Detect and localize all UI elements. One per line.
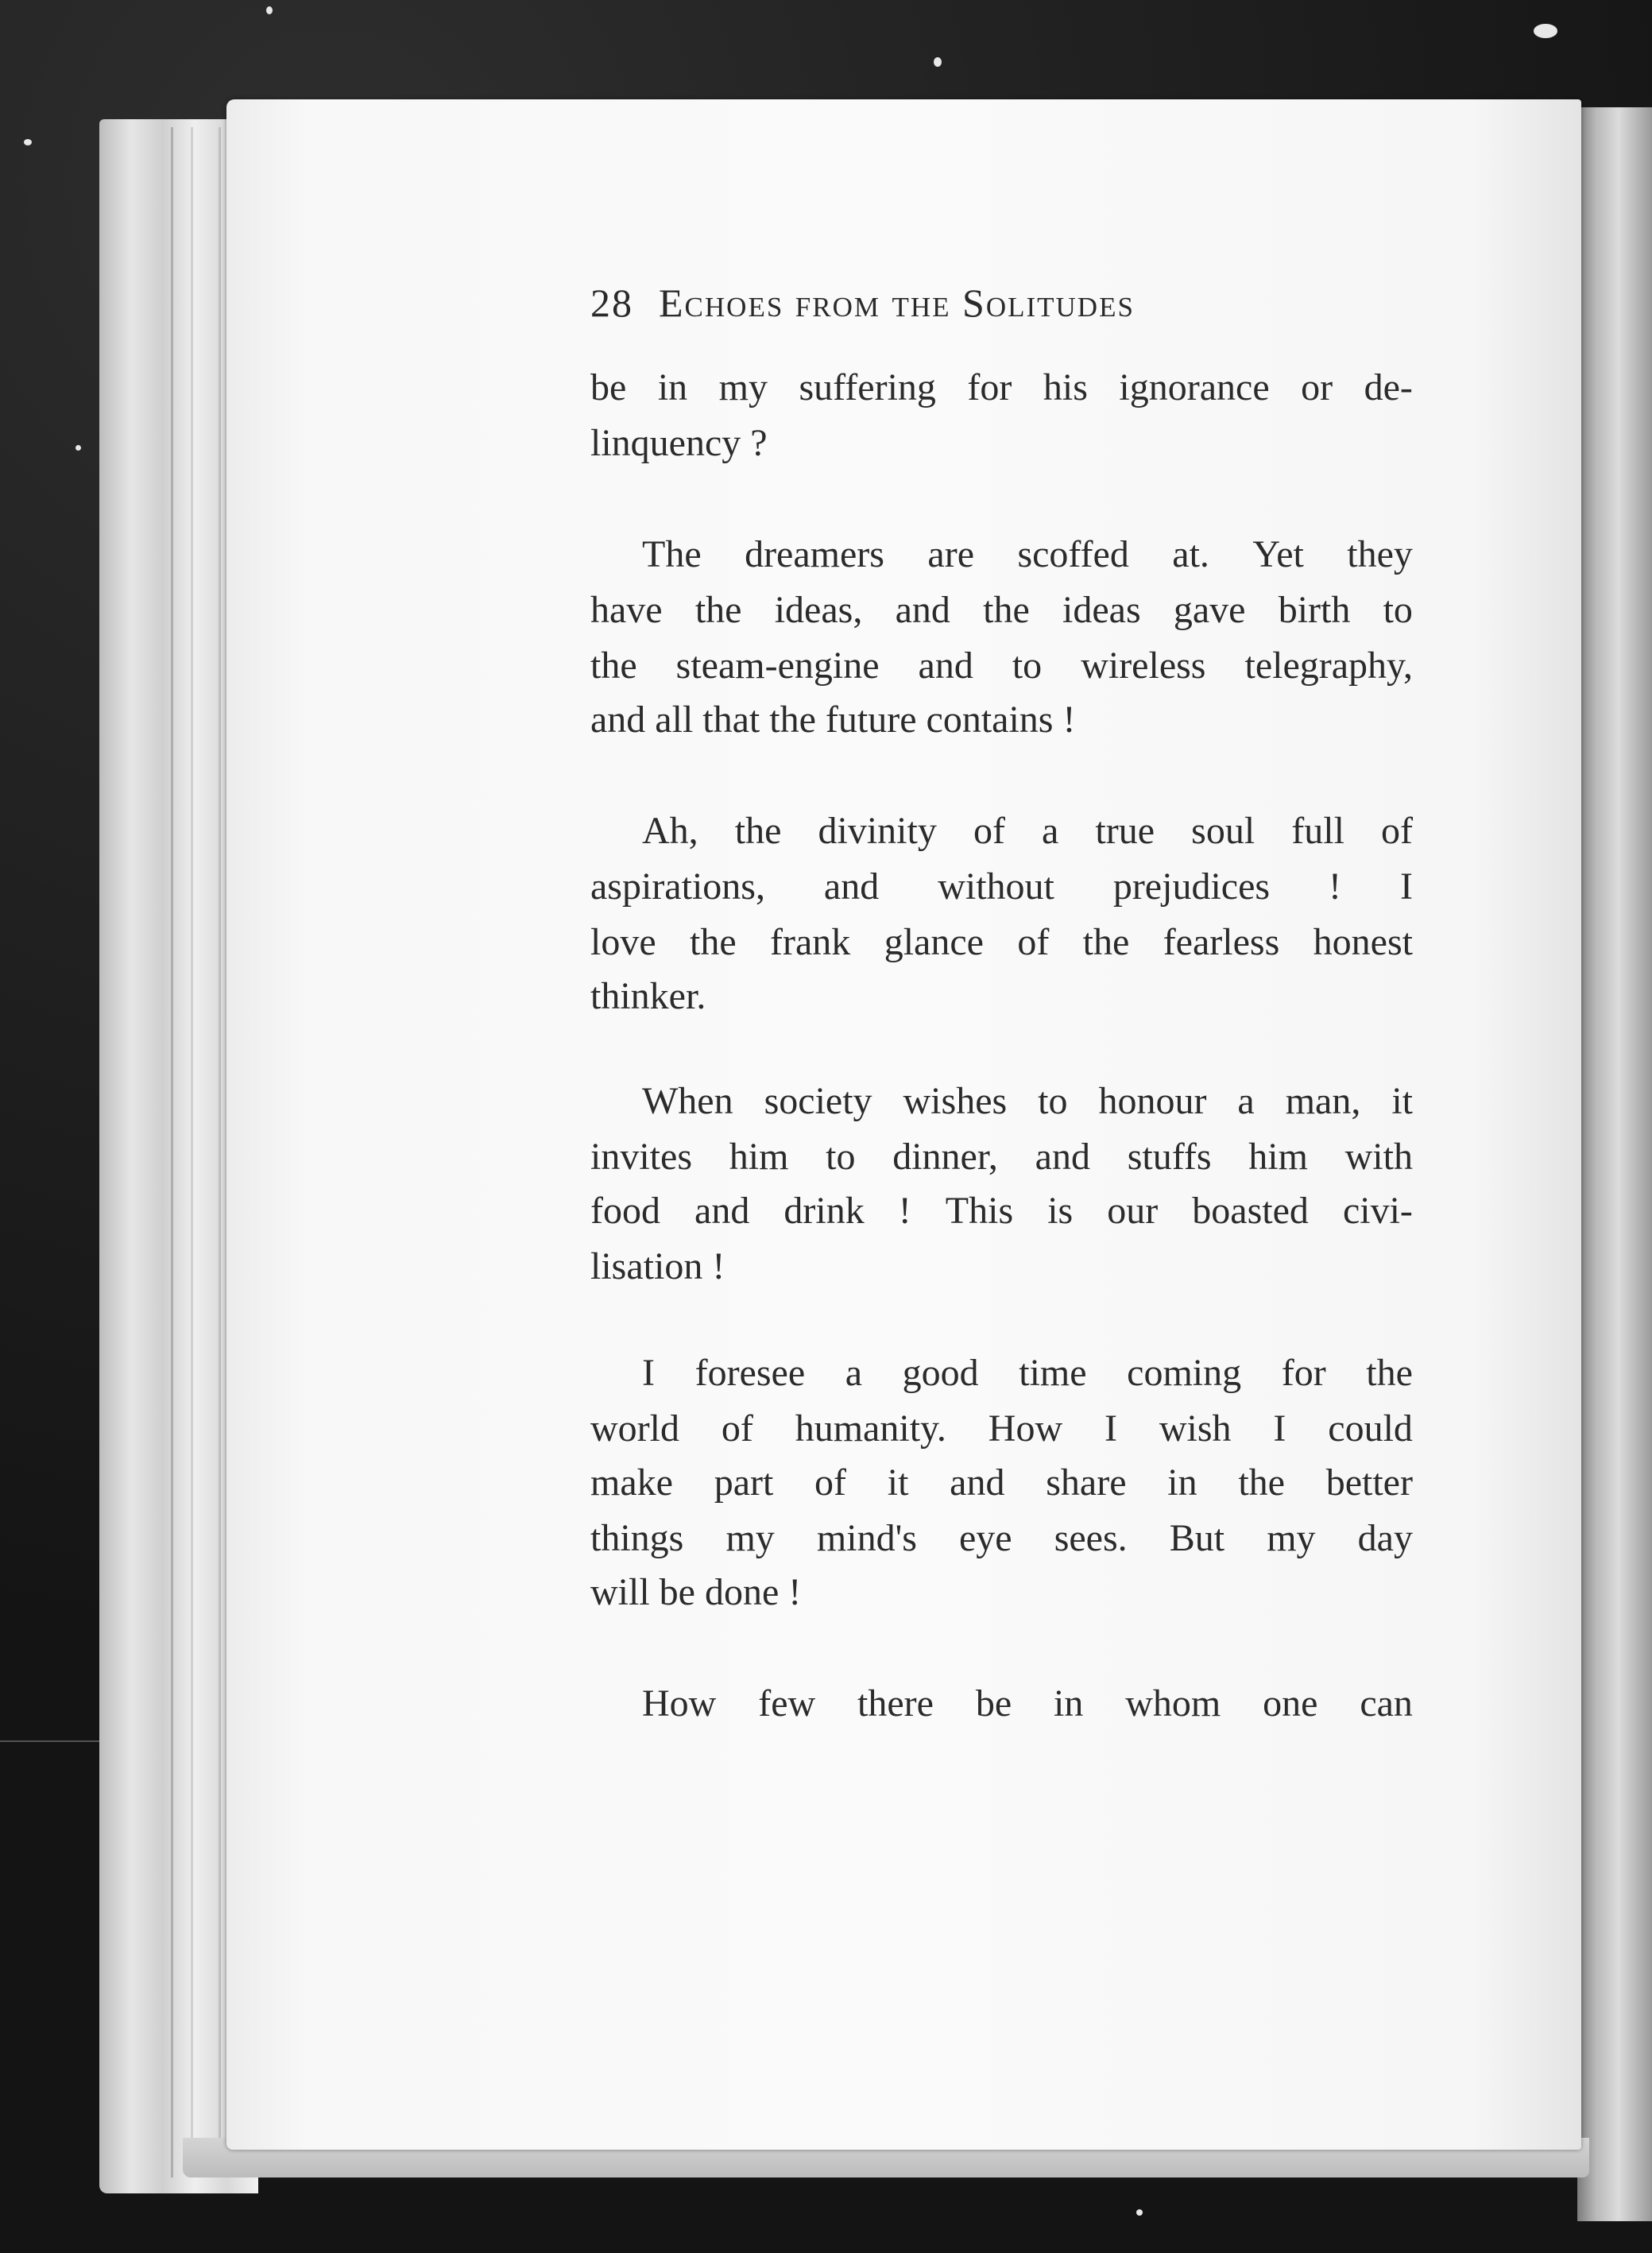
text-line [590, 1570, 1413, 1615]
word: time [1019, 1352, 1087, 1394]
text-line [590, 421, 1413, 466]
word: it [887, 1461, 909, 1504]
word: to [1038, 1080, 1068, 1122]
word: to [1012, 645, 1043, 687]
word: and [823, 865, 880, 908]
word: to [1383, 589, 1413, 631]
text-line-content: linquency ? [590, 422, 768, 464]
word: ideas [1062, 589, 1141, 631]
word: good [902, 1352, 979, 1394]
dust-speck [24, 139, 32, 145]
text-line [590, 698, 1413, 742]
word: How [988, 1407, 1063, 1450]
word: a [1042, 810, 1059, 852]
word: the [690, 921, 737, 963]
word: the [1238, 1461, 1285, 1504]
word: soul [1191, 810, 1255, 852]
word: the [590, 645, 637, 687]
text-line-content: and all that the future contains ! [590, 699, 1076, 741]
text-line-content [642, 1351, 1413, 1396]
word: prejudices [1112, 865, 1271, 908]
word: full [1291, 810, 1344, 852]
text-line-content: thinker. [590, 975, 706, 1017]
word: ideas, [774, 589, 863, 631]
word: steam-engine [675, 645, 880, 687]
text-line [590, 366, 1413, 410]
word: our [1107, 1190, 1159, 1232]
text-line [590, 1245, 1413, 1289]
text-line-content [590, 1516, 1413, 1561]
word: sees. [1054, 1517, 1128, 1559]
text-line [642, 809, 1413, 854]
text-line-content [590, 1461, 1413, 1505]
word: in [657, 366, 688, 408]
text-line [590, 588, 1413, 633]
word: a [845, 1352, 863, 1394]
word: a [1237, 1080, 1255, 1122]
text-line [590, 1135, 1413, 1179]
word: the [1082, 921, 1130, 963]
text-line-content [590, 865, 1413, 909]
word: man, [1285, 1080, 1361, 1122]
word: my [718, 366, 768, 408]
word: of [814, 1461, 847, 1504]
word: without [938, 865, 1054, 908]
word: him [729, 1136, 789, 1178]
word: telegraphy, [1244, 645, 1413, 687]
word: This [945, 1190, 1014, 1232]
word: birth [1278, 589, 1351, 631]
word: and [918, 645, 973, 687]
text-line [642, 532, 1413, 577]
dust-speck [75, 445, 81, 451]
word: the [694, 589, 742, 631]
text-line [590, 974, 1413, 1019]
word: of [973, 810, 1005, 852]
word: my [725, 1517, 775, 1559]
word: and [950, 1461, 1005, 1504]
text-line-content [590, 920, 1413, 965]
page-number: 28 [590, 281, 633, 325]
book-title: Echoes from the Solitudes [659, 281, 1135, 325]
text-line [642, 1682, 1413, 1726]
word: glance [884, 921, 984, 963]
dust-speck [934, 57, 942, 67]
text-line-content [590, 588, 1413, 633]
word: ! [1329, 865, 1341, 908]
word: society [764, 1080, 872, 1122]
page-edge-line [219, 127, 221, 2178]
text-line-content: lisation ! [590, 1245, 725, 1287]
word: Ah, [642, 810, 698, 852]
word: The [642, 533, 702, 575]
text-line-content [642, 532, 1413, 577]
word: could [1328, 1407, 1413, 1450]
running-head [590, 280, 1413, 326]
word: of [721, 1407, 753, 1450]
word: or [1301, 366, 1333, 408]
word: be [590, 366, 627, 408]
word: have [590, 589, 663, 631]
text-line [642, 1351, 1413, 1396]
word: world [590, 1407, 679, 1450]
word: few [758, 1682, 816, 1725]
word: ! [898, 1190, 911, 1232]
page-edge-line [171, 127, 173, 2178]
word: stuffs [1127, 1136, 1212, 1178]
word: mind's [816, 1517, 917, 1559]
word: How [642, 1682, 717, 1725]
word: Yet [1252, 533, 1304, 575]
text-line [590, 865, 1413, 909]
word: to [826, 1136, 856, 1178]
text-line-content [642, 1079, 1413, 1124]
word: drink [783, 1190, 865, 1232]
word: for [967, 366, 1012, 408]
word: with [1344, 1136, 1413, 1178]
word: fearless [1163, 921, 1280, 963]
word: food [590, 1190, 660, 1232]
word: can [1360, 1682, 1413, 1725]
word: eye [958, 1517, 1012, 1559]
text-line [590, 1516, 1413, 1561]
text-line [590, 1407, 1413, 1451]
word: be [975, 1682, 1012, 1725]
word: part [714, 1461, 774, 1504]
word: whom [1125, 1682, 1221, 1725]
text-line-content: will be done ! [590, 1571, 802, 1613]
word: his [1043, 366, 1088, 408]
word: boasted [1192, 1190, 1309, 1232]
word: they [1347, 533, 1413, 575]
dust-speck [1534, 24, 1557, 38]
word: foresee [694, 1352, 806, 1394]
text-line-content [642, 809, 1413, 854]
word: I [1399, 865, 1413, 908]
word: the [983, 589, 1030, 631]
text-line [642, 1079, 1413, 1124]
word: humanity. [795, 1407, 946, 1450]
word: suffering [799, 366, 936, 408]
book-spine-edge [1577, 107, 1652, 2221]
word: the [1366, 1352, 1413, 1394]
text-line-content [590, 1189, 1413, 1233]
dust-speck [266, 6, 273, 14]
word: wishes [903, 1080, 1008, 1122]
word: honour [1098, 1080, 1207, 1122]
word: in [1054, 1682, 1084, 1725]
word: things [590, 1517, 684, 1559]
word: one [1263, 1682, 1318, 1725]
word: it [1391, 1080, 1413, 1122]
word: share [1046, 1461, 1127, 1504]
word: wish [1159, 1407, 1232, 1450]
word: I [642, 1352, 655, 1394]
word: make [590, 1461, 673, 1504]
word: frank [770, 921, 851, 963]
word: I [1105, 1407, 1117, 1450]
word: civi- [1342, 1190, 1413, 1232]
word: him [1248, 1136, 1308, 1178]
word: of [1381, 810, 1413, 852]
text-line-content [642, 1682, 1413, 1726]
word: day [1357, 1517, 1413, 1559]
word: and [1035, 1136, 1090, 1178]
text-line-content [590, 1407, 1413, 1451]
page-edge-line [191, 127, 193, 2178]
word: scoffed [1017, 533, 1129, 575]
word: ignorance [1119, 366, 1270, 408]
word: better [1325, 1461, 1413, 1504]
word: gave [1173, 589, 1246, 631]
text-line-content [590, 644, 1413, 688]
word: dinner, [892, 1136, 998, 1178]
text-line-content [590, 366, 1413, 410]
word: honest [1313, 921, 1413, 963]
word: love [590, 921, 656, 963]
word: I [1273, 1407, 1286, 1450]
word: of [1017, 921, 1050, 963]
text-line [590, 1461, 1413, 1505]
text-line [590, 920, 1413, 965]
word: is [1047, 1190, 1074, 1232]
word: When [642, 1080, 733, 1122]
word: aspirations, [590, 865, 765, 908]
word: de- [1364, 366, 1413, 408]
word: at. [1172, 533, 1209, 575]
text-line [590, 1189, 1413, 1233]
word: my [1267, 1517, 1316, 1559]
word: wireless [1081, 645, 1206, 687]
word: But [1169, 1517, 1225, 1559]
word: for [1281, 1352, 1326, 1394]
word: dreamers [745, 533, 884, 575]
text-line [590, 644, 1413, 688]
word: coming [1127, 1352, 1242, 1394]
word: are [927, 533, 974, 575]
word: in [1167, 1461, 1197, 1504]
word: and [895, 589, 950, 631]
word: invites [590, 1136, 692, 1178]
dust-speck [1136, 2209, 1143, 2216]
word: divinity [818, 810, 937, 852]
word: the [734, 810, 782, 852]
text-line-content [590, 1135, 1413, 1179]
word: true [1095, 810, 1155, 852]
word: there [857, 1682, 934, 1725]
word: and [694, 1190, 750, 1232]
